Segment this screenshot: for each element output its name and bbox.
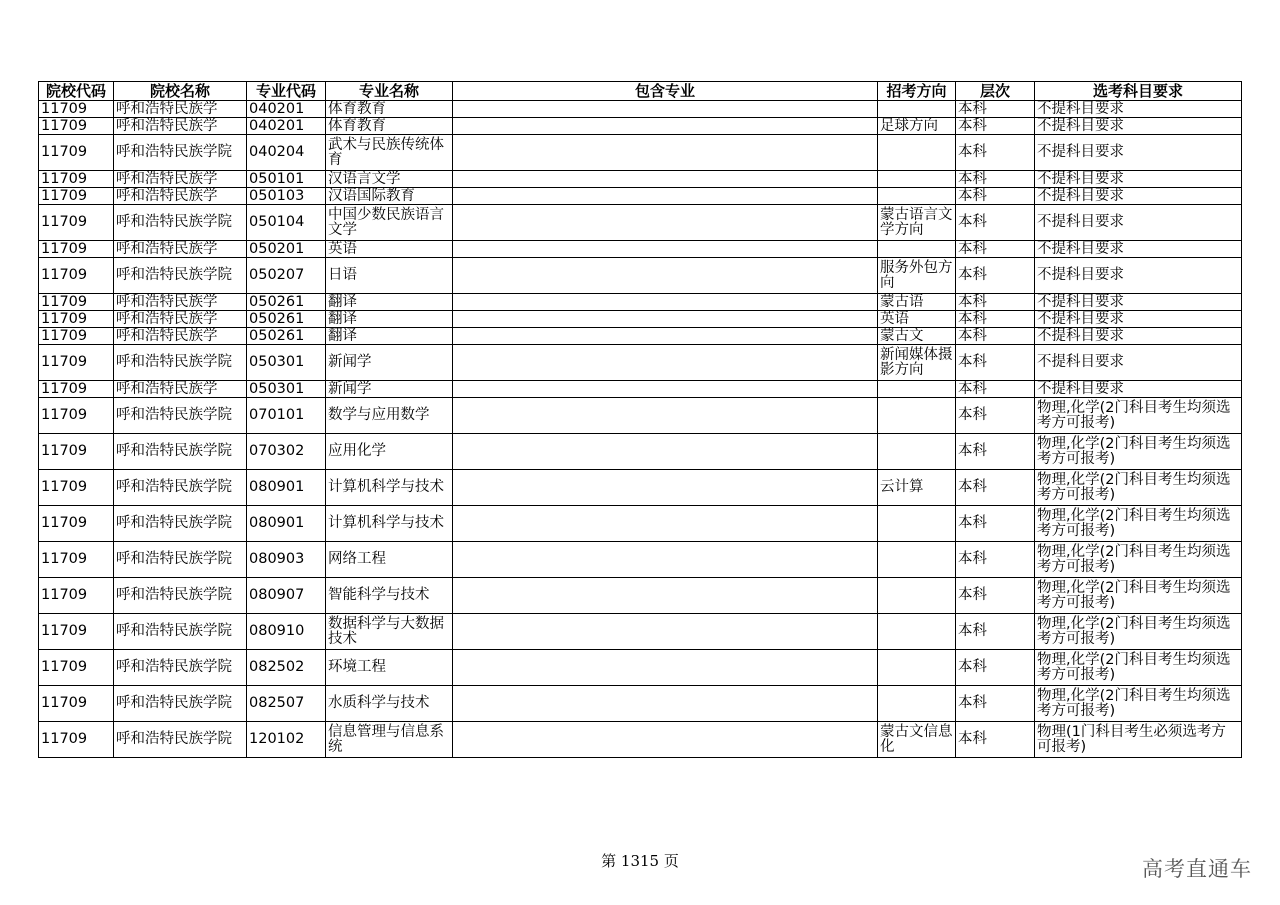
major-name-cell: 智能科学与技术 xyxy=(326,578,453,614)
table-row xyxy=(39,542,1242,578)
level-cell: 本科 xyxy=(956,205,1035,241)
level-cell: 本科 xyxy=(956,578,1035,614)
header-row xyxy=(39,82,1242,101)
major-name-cell: 计算机科学与技术 xyxy=(326,506,453,542)
included-majors-cell xyxy=(453,171,878,188)
col-header-direction: 招考方向 xyxy=(878,82,956,101)
school-code-cell: 11709 xyxy=(39,294,114,311)
direction-cell: 足球方向 xyxy=(878,118,956,135)
direction-cell: 蒙古语 xyxy=(878,294,956,311)
included-majors-cell xyxy=(453,470,878,506)
included-majors-cell xyxy=(453,722,878,758)
included-majors-cell xyxy=(453,328,878,345)
school-name-cell: 呼和浩特民族学 xyxy=(114,241,247,258)
included-majors-cell xyxy=(453,434,878,470)
level-cell: 本科 xyxy=(956,470,1035,506)
col-header-major-name: 专业名称 xyxy=(326,82,453,101)
subject-requirement-cell: 不提科目要求 xyxy=(1035,135,1242,171)
direction-cell: 英语 xyxy=(878,311,956,328)
table-row xyxy=(39,614,1242,650)
major-name-cell: 应用化学 xyxy=(326,434,453,470)
major-code-cell: 050103 xyxy=(247,188,326,205)
school-code-cell: 11709 xyxy=(39,345,114,381)
level-cell: 本科 xyxy=(956,506,1035,542)
school-name-cell: 呼和浩特民族学院 xyxy=(114,650,247,686)
level-cell: 本科 xyxy=(956,686,1035,722)
table-row xyxy=(39,258,1242,294)
included-majors-cell xyxy=(453,188,878,205)
school-name-cell: 呼和浩特民族学院 xyxy=(114,506,247,542)
school-name-cell: 呼和浩特民族学院 xyxy=(114,614,247,650)
school-code-cell: 11709 xyxy=(39,578,114,614)
major-code-cell: 050261 xyxy=(247,311,326,328)
major-name-cell: 网络工程 xyxy=(326,542,453,578)
level-cell: 本科 xyxy=(956,650,1035,686)
col-header-subject-requirement: 选考科目要求 xyxy=(1035,82,1242,101)
level-cell: 本科 xyxy=(956,101,1035,118)
school-name-cell: 呼和浩特民族学 xyxy=(114,171,247,188)
school-code-cell: 11709 xyxy=(39,205,114,241)
included-majors-cell xyxy=(453,686,878,722)
direction-cell xyxy=(878,398,956,434)
school-name-cell: 呼和浩特民族学 xyxy=(114,188,247,205)
major-name-cell: 体育教育 xyxy=(326,118,453,135)
school-name-cell: 呼和浩特民族学院 xyxy=(114,722,247,758)
school-code-cell: 11709 xyxy=(39,171,114,188)
major-name-cell: 汉语言文学 xyxy=(326,171,453,188)
table-row xyxy=(39,398,1242,434)
direction-cell xyxy=(878,101,956,118)
direction-cell: 蒙古文信息化 xyxy=(878,722,956,758)
major-name-cell: 数学与应用数学 xyxy=(326,398,453,434)
major-code-cell: 050207 xyxy=(247,258,326,294)
major-code-cell: 050201 xyxy=(247,241,326,258)
subject-requirement-cell: 不提科目要求 xyxy=(1035,345,1242,381)
major-code-cell: 050261 xyxy=(247,294,326,311)
subject-requirement-cell: 物理,化学(2门科目考生均须选考方可报考) xyxy=(1035,398,1242,434)
major-code-cell: 050301 xyxy=(247,381,326,398)
subject-requirement-cell: 不提科目要求 xyxy=(1035,241,1242,258)
subject-requirement-cell: 不提科目要求 xyxy=(1035,311,1242,328)
major-code-cell: 082502 xyxy=(247,650,326,686)
school-name-cell: 呼和浩特民族学院 xyxy=(114,686,247,722)
subject-requirement-cell: 物理,化学(2门科目考生均须选考方可报考) xyxy=(1035,434,1242,470)
direction-cell: 新闻媒体摄影方向 xyxy=(878,345,956,381)
direction-cell: 云计算 xyxy=(878,470,956,506)
watermark: 高考直通车 xyxy=(1142,857,1252,881)
table-row xyxy=(39,135,1242,171)
subject-requirement-cell: 物理,化学(2门科目考生均须选考方可报考) xyxy=(1035,542,1242,578)
direction-cell: 蒙古文 xyxy=(878,328,956,345)
included-majors-cell xyxy=(453,241,878,258)
major-code-cell: 080901 xyxy=(247,470,326,506)
direction-cell xyxy=(878,506,956,542)
table-row xyxy=(39,686,1242,722)
school-code-cell: 11709 xyxy=(39,542,114,578)
major-code-cell: 070302 xyxy=(247,434,326,470)
level-cell: 本科 xyxy=(956,258,1035,294)
table-row xyxy=(39,171,1242,188)
school-code-cell: 11709 xyxy=(39,506,114,542)
major-name-cell: 数据科学与大数据技术 xyxy=(326,614,453,650)
school-name-cell: 呼和浩特民族学院 xyxy=(114,135,247,171)
included-majors-cell xyxy=(453,294,878,311)
table-row xyxy=(39,188,1242,205)
school-code-cell: 11709 xyxy=(39,398,114,434)
major-code-cell: 050301 xyxy=(247,345,326,381)
admissions-table xyxy=(38,81,1242,758)
included-majors-cell xyxy=(453,650,878,686)
included-majors-cell xyxy=(453,506,878,542)
major-name-cell: 体育教育 xyxy=(326,101,453,118)
level-cell: 本科 xyxy=(956,614,1035,650)
subject-requirement-cell: 物理,化学(2门科目考生均须选考方可报考) xyxy=(1035,578,1242,614)
school-name-cell: 呼和浩特民族学院 xyxy=(114,258,247,294)
school-name-cell: 呼和浩特民族学院 xyxy=(114,470,247,506)
subject-requirement-cell: 物理(1门科目考生必须选考方可报考) xyxy=(1035,722,1242,758)
subject-requirement-cell: 不提科目要求 xyxy=(1035,258,1242,294)
subject-requirement-cell: 不提科目要求 xyxy=(1035,118,1242,135)
level-cell: 本科 xyxy=(956,241,1035,258)
level-cell: 本科 xyxy=(956,311,1035,328)
col-header-school-code: 院校代码 xyxy=(39,82,114,101)
table-row xyxy=(39,311,1242,328)
subject-requirement-cell: 不提科目要求 xyxy=(1035,381,1242,398)
direction-cell xyxy=(878,188,956,205)
major-name-cell: 英语 xyxy=(326,241,453,258)
direction-cell xyxy=(878,542,956,578)
subject-requirement-cell: 物理,化学(2门科目考生均须选考方可报考) xyxy=(1035,650,1242,686)
subject-requirement-cell: 不提科目要求 xyxy=(1035,188,1242,205)
table-row xyxy=(39,205,1242,241)
major-code-cell: 080907 xyxy=(247,578,326,614)
major-code-cell: 050101 xyxy=(247,171,326,188)
table-row xyxy=(39,722,1242,758)
school-name-cell: 呼和浩特民族学院 xyxy=(114,345,247,381)
level-cell: 本科 xyxy=(956,294,1035,311)
included-majors-cell xyxy=(453,578,878,614)
school-code-cell: 11709 xyxy=(39,434,114,470)
school-code-cell: 11709 xyxy=(39,311,114,328)
school-name-cell: 呼和浩特民族学院 xyxy=(114,434,247,470)
school-code-cell: 11709 xyxy=(39,614,114,650)
included-majors-cell xyxy=(453,381,878,398)
included-majors-cell xyxy=(453,205,878,241)
major-code-cell: 050104 xyxy=(247,205,326,241)
direction-cell xyxy=(878,381,956,398)
level-cell: 本科 xyxy=(956,381,1035,398)
school-name-cell: 呼和浩特民族学 xyxy=(114,101,247,118)
table-row xyxy=(39,118,1242,135)
level-cell: 本科 xyxy=(956,135,1035,171)
major-code-cell: 120102 xyxy=(247,722,326,758)
school-code-cell: 11709 xyxy=(39,686,114,722)
major-name-cell: 环境工程 xyxy=(326,650,453,686)
subject-requirement-cell: 物理,化学(2门科目考生均须选考方可报考) xyxy=(1035,506,1242,542)
major-code-cell: 070101 xyxy=(247,398,326,434)
direction-cell xyxy=(878,171,956,188)
major-name-cell: 翻译 xyxy=(326,294,453,311)
level-cell: 本科 xyxy=(956,398,1035,434)
major-code-cell: 040204 xyxy=(247,135,326,171)
level-cell: 本科 xyxy=(956,171,1035,188)
school-code-cell: 11709 xyxy=(39,328,114,345)
table-row xyxy=(39,434,1242,470)
school-name-cell: 呼和浩特民族学院 xyxy=(114,205,247,241)
major-name-cell: 翻译 xyxy=(326,328,453,345)
table-row xyxy=(39,345,1242,381)
included-majors-cell xyxy=(453,542,878,578)
school-name-cell: 呼和浩特民族学 xyxy=(114,294,247,311)
level-cell: 本科 xyxy=(956,118,1035,135)
subject-requirement-cell: 不提科目要求 xyxy=(1035,101,1242,118)
major-name-cell: 新闻学 xyxy=(326,381,453,398)
major-name-cell: 计算机科学与技术 xyxy=(326,470,453,506)
table-row xyxy=(39,101,1242,118)
included-majors-cell xyxy=(453,258,878,294)
major-code-cell: 080901 xyxy=(247,506,326,542)
col-header-included-majors: 包含专业 xyxy=(453,82,878,101)
major-name-cell: 翻译 xyxy=(326,311,453,328)
col-header-level: 层次 xyxy=(956,82,1035,101)
school-code-cell: 11709 xyxy=(39,722,114,758)
school-code-cell: 11709 xyxy=(39,241,114,258)
included-majors-cell xyxy=(453,345,878,381)
col-header-school-name: 院校名称 xyxy=(114,82,247,101)
major-name-cell: 武术与民族传统体育 xyxy=(326,135,453,171)
school-code-cell: 11709 xyxy=(39,258,114,294)
school-code-cell: 11709 xyxy=(39,118,114,135)
major-code-cell: 080910 xyxy=(247,614,326,650)
direction-cell xyxy=(878,135,956,171)
table-row xyxy=(39,241,1242,258)
school-code-cell: 11709 xyxy=(39,470,114,506)
included-majors-cell xyxy=(453,118,878,135)
major-code-cell: 040201 xyxy=(247,118,326,135)
page-number: 第 1315 页 xyxy=(601,852,679,870)
subject-requirement-cell: 物理,化学(2门科目考生均须选考方可报考) xyxy=(1035,470,1242,506)
table-row xyxy=(39,578,1242,614)
included-majors-cell xyxy=(453,311,878,328)
major-name-cell: 中国少数民族语言文学 xyxy=(326,205,453,241)
major-name-cell: 水质科学与技术 xyxy=(326,686,453,722)
school-name-cell: 呼和浩特民族学 xyxy=(114,118,247,135)
major-code-cell: 050261 xyxy=(247,328,326,345)
school-code-cell: 11709 xyxy=(39,188,114,205)
major-name-cell: 新闻学 xyxy=(326,345,453,381)
level-cell: 本科 xyxy=(956,722,1035,758)
table-row xyxy=(39,294,1242,311)
level-cell: 本科 xyxy=(956,542,1035,578)
school-name-cell: 呼和浩特民族学院 xyxy=(114,398,247,434)
direction-cell: 服务外包方向 xyxy=(878,258,956,294)
school-code-cell: 11709 xyxy=(39,381,114,398)
included-majors-cell xyxy=(453,398,878,434)
subject-requirement-cell: 不提科目要求 xyxy=(1035,328,1242,345)
school-name-cell: 呼和浩特民族学 xyxy=(114,311,247,328)
table-row xyxy=(39,506,1242,542)
table-row xyxy=(39,381,1242,398)
school-code-cell: 11709 xyxy=(39,650,114,686)
table-row xyxy=(39,650,1242,686)
major-code-cell: 040201 xyxy=(247,101,326,118)
included-majors-cell xyxy=(453,101,878,118)
school-code-cell: 11709 xyxy=(39,135,114,171)
major-name-cell: 信息管理与信息系统 xyxy=(326,722,453,758)
subject-requirement-cell: 物理,化学(2门科目考生均须选考方可报考) xyxy=(1035,614,1242,650)
subject-requirement-cell: 不提科目要求 xyxy=(1035,205,1242,241)
school-code-cell: 11709 xyxy=(39,101,114,118)
direction-cell xyxy=(878,614,956,650)
major-code-cell: 080903 xyxy=(247,542,326,578)
subject-requirement-cell: 物理,化学(2门科目考生均须选考方可报考) xyxy=(1035,686,1242,722)
direction-cell xyxy=(878,578,956,614)
level-cell: 本科 xyxy=(956,188,1035,205)
subject-requirement-cell: 不提科目要求 xyxy=(1035,294,1242,311)
school-name-cell: 呼和浩特民族学 xyxy=(114,328,247,345)
direction-cell xyxy=(878,686,956,722)
included-majors-cell xyxy=(453,135,878,171)
level-cell: 本科 xyxy=(956,328,1035,345)
subject-requirement-cell: 不提科目要求 xyxy=(1035,171,1242,188)
level-cell: 本科 xyxy=(956,434,1035,470)
table-row xyxy=(39,328,1242,345)
col-header-major-code: 专业代码 xyxy=(247,82,326,101)
level-cell: 本科 xyxy=(956,345,1035,381)
school-name-cell: 呼和浩特民族学院 xyxy=(114,542,247,578)
major-code-cell: 082507 xyxy=(247,686,326,722)
school-name-cell: 呼和浩特民族学 xyxy=(114,381,247,398)
table-row xyxy=(39,470,1242,506)
direction-cell: 蒙古语言文学方向 xyxy=(878,205,956,241)
direction-cell xyxy=(878,434,956,470)
direction-cell xyxy=(878,650,956,686)
included-majors-cell xyxy=(453,614,878,650)
major-name-cell: 汉语国际教育 xyxy=(326,188,453,205)
major-name-cell: 日语 xyxy=(326,258,453,294)
direction-cell xyxy=(878,241,956,258)
school-name-cell: 呼和浩特民族学院 xyxy=(114,578,247,614)
